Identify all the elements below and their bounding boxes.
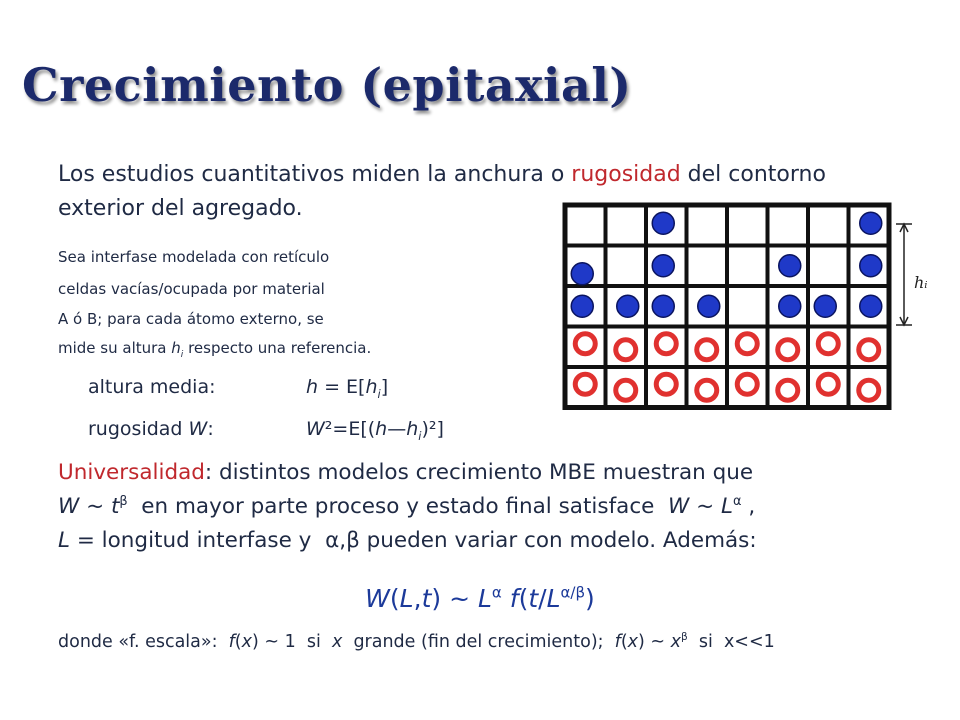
atom-a — [697, 340, 717, 360]
lattice-figure — [562, 202, 932, 424]
atom-b — [571, 295, 593, 317]
atom-a — [818, 334, 838, 354]
mean-height-label: altura media: — [88, 376, 216, 398]
universality-line3: L = longitud interfase y α,β pueden variar con modelo. Además: — [58, 528, 757, 553]
model-text-line3: A ó B; para cada átomo externo, se — [58, 310, 324, 328]
atom-b — [860, 212, 882, 234]
atom-a — [859, 340, 879, 360]
atom-a — [575, 374, 595, 394]
model-text-line4: mide su altura $h_i$ respecto una referencia. — [58, 339, 372, 360]
atom-a — [656, 374, 676, 394]
roughness-definition — [88, 418, 444, 443]
intro-text-a: Los estudios cuantitativos miden la anchura o — [58, 162, 572, 187]
atom-b — [617, 295, 639, 317]
universality-line2: W ~ $t^\beta$ en mayor parte proceso y estado final satisface W ~ $L^\alpha$ , — [58, 493, 756, 519]
model-text-line2: celdas vacías/ocupada por material — [58, 280, 325, 298]
atom-b — [779, 295, 801, 317]
highlight-universalidad: Universalidad — [58, 460, 205, 485]
intro-text-b: del contorno exterior del agregado. — [58, 162, 826, 221]
atom-b — [652, 295, 674, 317]
atom-b — [698, 295, 720, 317]
footer-note: donde «f. escala»: f(x) ~ 1 si x grande (fin del crecimiento); f(x) ~ $x^\beta$ si x<<1 — [58, 631, 775, 652]
atom-b — [860, 295, 882, 317]
atom-a — [656, 334, 676, 354]
height-label: hᵢ — [914, 273, 928, 292]
universality-paragraph — [58, 456, 918, 558]
atom-b — [652, 212, 674, 234]
atom-b — [571, 263, 593, 285]
model-text-line1: Sea interfase modelada con retículo — [58, 248, 330, 266]
atom-a — [575, 334, 595, 354]
atom-a — [818, 374, 838, 394]
atom-a — [616, 340, 636, 360]
universality-line1: Universalidad: distintos modelos crecimiento MBE muestran que — [58, 460, 754, 485]
atom-b — [860, 255, 882, 277]
highlight-rugosidad: rugosidad — [571, 162, 681, 187]
atom-a — [859, 380, 879, 400]
roughness-label: rugosidad W: — [88, 418, 214, 440]
atom-b — [652, 255, 674, 277]
atom-a — [737, 334, 757, 354]
mean-height-formula: $h = E[h_i]$ — [306, 376, 389, 401]
roughness-formula: $W^2=E[(h—h_i)^2]$ — [306, 418, 444, 443]
atom-a — [737, 374, 757, 394]
slide-title: Crecimiento (epitaxial) — [22, 58, 632, 112]
scaling-formula: W(L,t) ~ $L^\alpha$ $f(t/L^{\alpha/\beta})$ — [365, 583, 595, 613]
mean-height-definition — [88, 376, 389, 401]
atom-a — [697, 380, 717, 400]
atom-b — [779, 255, 801, 277]
atom-a — [778, 340, 798, 360]
atom-b — [814, 295, 836, 317]
atom-a — [616, 380, 636, 400]
atom-a — [778, 380, 798, 400]
